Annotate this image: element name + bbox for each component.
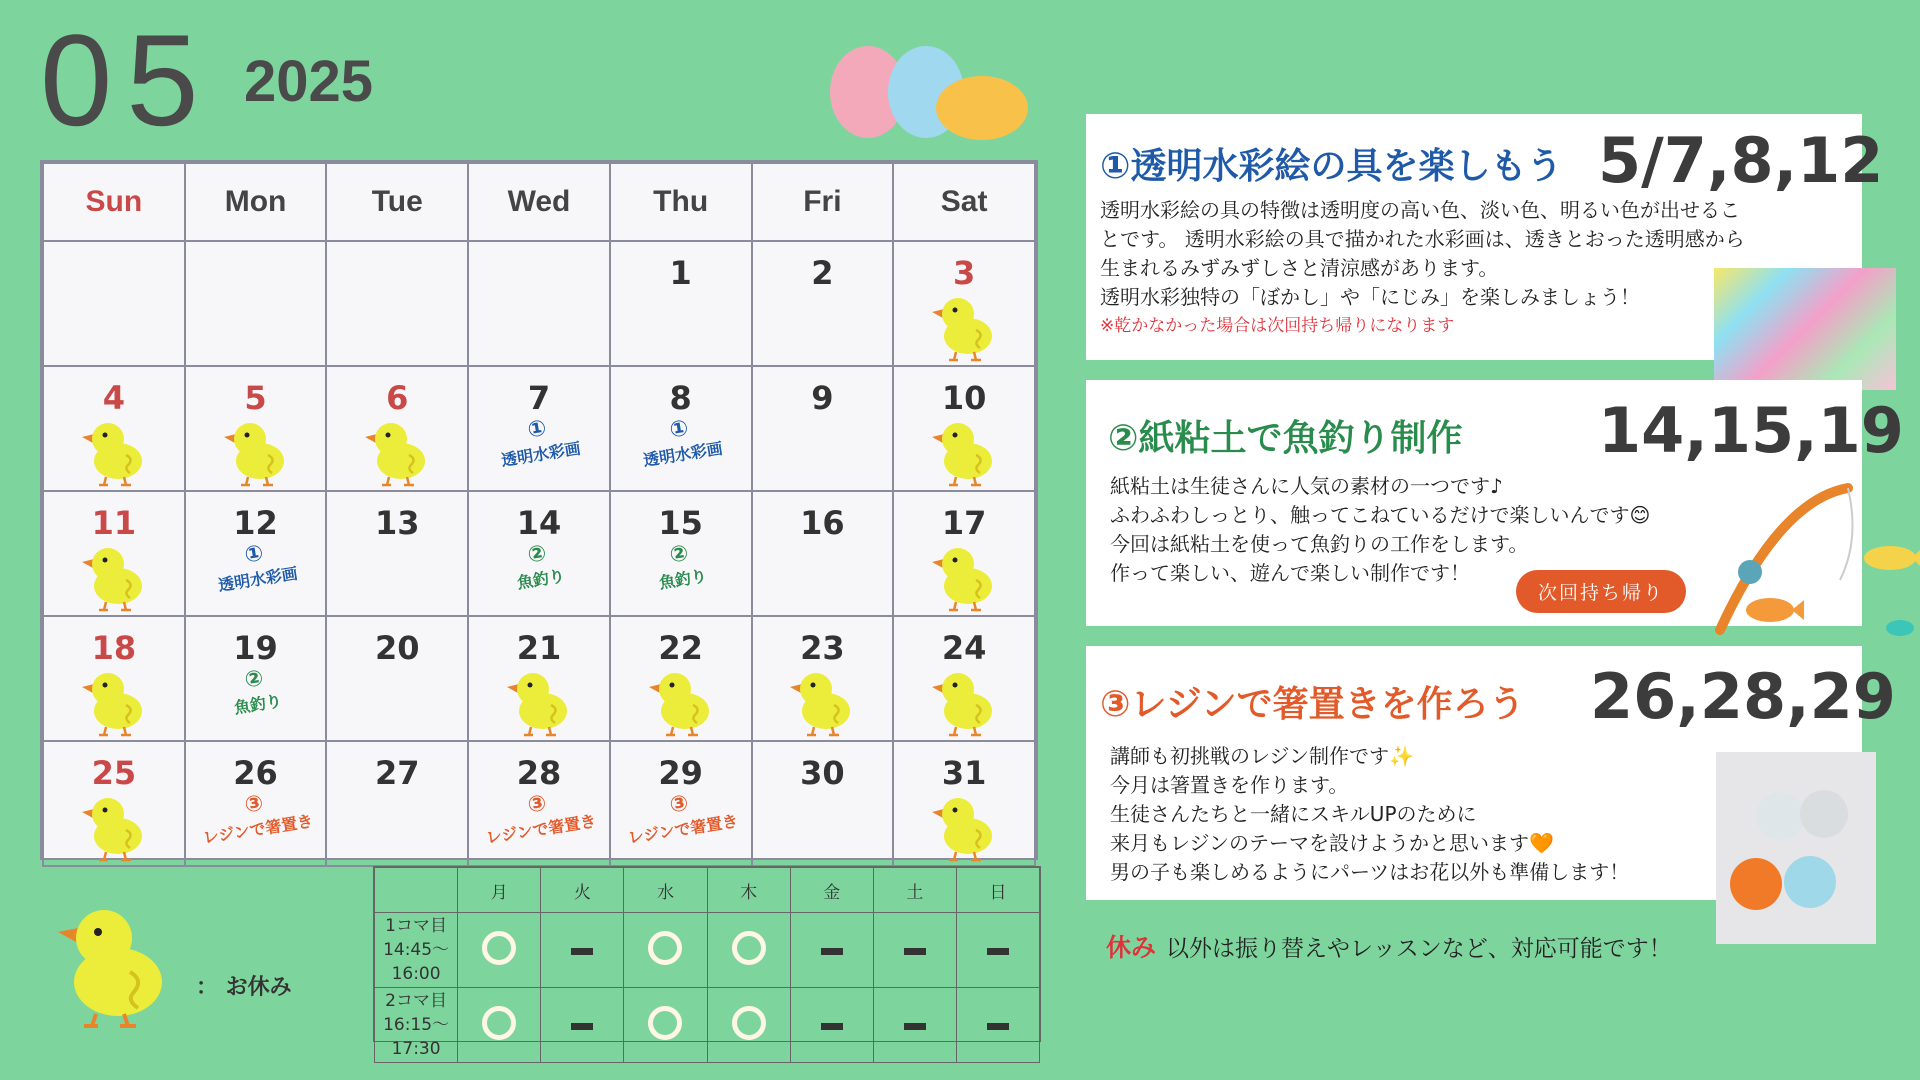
calendar-day-28[interactable] <box>468 741 610 866</box>
watercolor-photo <box>1714 268 1896 390</box>
calendar-day-13[interactable] <box>326 491 468 616</box>
calendar-week <box>43 366 1035 491</box>
chick-icon <box>52 898 172 1028</box>
panel-note: ※乾かなかった場合は次回持ち帰りになります <box>1100 316 1455 336</box>
schedule-cell <box>956 913 1039 988</box>
chick-icon <box>930 540 998 612</box>
unavailable-dash-icon <box>904 948 926 955</box>
slot-time: 16:15～17:30 <box>383 1015 450 1059</box>
panel-text-line: 作って楽しい、遊んで楽しい制作です！ <box>1110 561 1470 585</box>
schedule-day-header: 金 <box>790 868 873 913</box>
panel-text-line: 生徒さんたちと一緒にスキルUPのために <box>1110 802 1477 826</box>
event-number: ① <box>667 415 691 444</box>
schedule-cell <box>790 913 873 988</box>
schedule-cell <box>707 913 790 988</box>
calendar-week <box>43 491 1035 616</box>
panel-text-line: 透明水彩独特の「ぼかし」や「にじみ」を楽しみましょう！ <box>1100 285 1640 309</box>
calendar-day-empty <box>326 241 468 366</box>
event-text: レジンで箸置き <box>201 811 315 848</box>
chick-icon <box>80 790 148 862</box>
day-number: 16 <box>800 504 845 542</box>
calendar-day-22[interactable] <box>610 616 752 741</box>
rest-word: 休み <box>1106 933 1157 962</box>
event-number: ① <box>526 415 549 444</box>
available-circle-icon <box>732 1006 766 1040</box>
available-circle-icon <box>648 1006 682 1040</box>
calendar-day-30[interactable] <box>752 741 894 866</box>
panel-text-line: 来月もレジンのテーマを設けようかと思います🧡 <box>1110 831 1554 855</box>
lesson-schedule-table <box>373 866 1041 1059</box>
calendar-day-9[interactable] <box>752 366 894 491</box>
unavailable-dash-icon <box>571 948 593 955</box>
calendar-day-10[interactable] <box>893 366 1035 491</box>
chick-icon <box>930 290 998 362</box>
panel-text-line: 生まれるみずみずしさと清涼感があります。 <box>1100 256 1499 280</box>
event-number: ① <box>242 540 265 569</box>
day-number: 20 <box>374 629 420 667</box>
calendar-day-15[interactable] <box>610 491 752 616</box>
calendar-day-1[interactable] <box>610 241 752 366</box>
day-number: 26 <box>233 754 278 792</box>
schedule-cell <box>873 913 956 988</box>
schedule-cell <box>956 988 1039 1063</box>
day-number: 29 <box>658 754 703 792</box>
day-number: 12 <box>233 504 278 542</box>
chick-icon <box>788 665 856 737</box>
chick-icon <box>222 415 290 487</box>
schedule-cell <box>790 988 873 1063</box>
weekday-header-mon: Mon <box>185 163 327 241</box>
schedule-day-header: 土 <box>873 868 956 913</box>
slot-name: 1コマ目 <box>385 916 447 936</box>
calendar-day-17[interactable] <box>893 491 1035 616</box>
chick-icon <box>505 665 573 737</box>
calendar-day-empty <box>185 241 327 366</box>
panel-text-line: 講師も初挑戦のレジン制作です✨ <box>1110 744 1414 768</box>
schedule-row <box>375 913 1040 988</box>
panel-text-line: 今回は紙粘土を使って魚釣りの工作をします。 <box>1110 532 1529 556</box>
panel-text-line: 男の子も楽しめるようにパーツはお花以外も準備します！ <box>1110 860 1630 884</box>
chick-icon <box>80 665 148 737</box>
take-home-badge: 次回持ち帰り <box>1516 570 1686 613</box>
chick-icon <box>80 415 148 487</box>
panel-dates: 26,28,29 <box>1590 660 1896 733</box>
weekday-header-thu: Thu <box>610 163 752 241</box>
calendar-day-20[interactable] <box>326 616 468 741</box>
easter-eggs-icon <box>826 42 1032 142</box>
event-number: ② <box>667 540 691 569</box>
day-number: 21 <box>516 629 562 667</box>
schedule-cell <box>624 988 707 1063</box>
chick-icon <box>930 665 998 737</box>
schedule-row <box>375 988 1040 1063</box>
panel-dates: 14,15,19 <box>1598 394 1904 467</box>
day-number: 7 <box>527 379 551 417</box>
panel-text-line: 透明水彩絵の具の特徴は透明度の高い色、淡い色、明るい色が出せるこ <box>1100 198 1740 222</box>
weekday-header-fri: Fri <box>752 163 894 241</box>
calendar-week <box>43 741 1035 866</box>
day-number: 22 <box>658 629 703 667</box>
day-number: 24 <box>941 629 987 667</box>
slot-name: 2コマ目 <box>385 991 447 1011</box>
calendar-grid <box>40 160 1038 860</box>
unavailable-dash-icon <box>904 1023 926 1030</box>
day-number: 11 <box>91 504 137 542</box>
month-number: 05 <box>40 7 213 153</box>
day-number: 6 <box>386 379 409 417</box>
event-text: 透明水彩画 <box>216 563 299 595</box>
weekday-header-sat: Sat <box>893 163 1035 241</box>
available-circle-icon <box>482 1006 516 1040</box>
panel-text-line: ふわふわしっとり、触ってこねているだけで楽しいんです😊 <box>1110 503 1651 527</box>
schedule-slot-label <box>375 988 458 1063</box>
day-number: 18 <box>91 629 137 667</box>
schedule-corner <box>375 868 458 913</box>
unavailable-dash-icon <box>987 1023 1009 1030</box>
calendar-day-5[interactable] <box>185 366 327 491</box>
day-number: 13 <box>374 504 420 542</box>
unavailable-dash-icon <box>821 948 843 955</box>
calendar-day-31[interactable] <box>893 741 1035 866</box>
calendar-day-14[interactable] <box>468 491 610 616</box>
schedule-slot-label <box>375 913 458 988</box>
calendar-day-3[interactable] <box>893 241 1035 366</box>
chick-icon <box>930 415 998 487</box>
panel-text-line: とです。 透明水彩絵の具で描かれた水彩画は、透きとおった透明感から <box>1100 227 1745 251</box>
weekday-header-wed: Wed <box>468 163 610 241</box>
event-number: ② <box>526 540 549 569</box>
event-text: 魚釣り <box>232 691 283 718</box>
schedule-cell <box>458 913 541 988</box>
panel-body <box>1100 196 1745 341</box>
schedule-cell <box>707 988 790 1063</box>
weekday-header-tue: Tue <box>326 163 468 241</box>
calendar-day-18[interactable] <box>43 616 185 741</box>
event-text: 魚釣り <box>657 566 708 593</box>
calendar-week <box>43 616 1035 741</box>
day-number: 28 <box>516 754 562 792</box>
event-text: レジンで箸置き <box>626 811 740 848</box>
event-number: ② <box>242 665 265 694</box>
schedule-cell <box>624 913 707 988</box>
calendar-day-7[interactable] <box>468 366 610 491</box>
schedule-cell <box>873 988 956 1063</box>
schedule-day-header: 木 <box>707 868 790 913</box>
available-circle-icon <box>482 931 516 965</box>
day-number: 27 <box>374 754 420 792</box>
event-number: ③ <box>667 790 691 819</box>
schedule-cell <box>458 988 541 1063</box>
day-number: 2 <box>811 254 834 292</box>
schedule-cell <box>541 988 624 1063</box>
year-label: 2025 <box>244 49 374 114</box>
chick-icon <box>80 540 148 612</box>
calendar-day-12[interactable] <box>185 491 327 616</box>
resin-chopstick-rest-photo <box>1716 752 1876 944</box>
calendar-day-27[interactable] <box>326 741 468 866</box>
day-number: 14 <box>516 504 562 542</box>
calendar-day-24[interactable] <box>893 616 1035 741</box>
day-number: 30 <box>800 754 845 792</box>
available-circle-icon <box>648 931 682 965</box>
calendar-day-empty <box>468 241 610 366</box>
calendar-week <box>43 241 1035 366</box>
panel-title: ①透明水彩絵の具を楽しもう <box>1100 146 1563 187</box>
panel-text-line: 紙粘土は生徒さんに人気の素材の一つです♪ <box>1110 474 1503 498</box>
event-text: 透明水彩画 <box>500 438 583 470</box>
event-text: 魚釣り <box>515 566 567 593</box>
calendar-day-empty <box>43 241 185 366</box>
panel-title: ②紙粘土で魚釣り制作 <box>1108 418 1463 459</box>
day-number: 15 <box>658 504 703 542</box>
calendar-day-6[interactable] <box>326 366 468 491</box>
day-number: 5 <box>244 379 267 417</box>
calendar-day-2[interactable] <box>752 241 894 366</box>
calendar-day-19[interactable] <box>185 616 327 741</box>
day-number: 25 <box>91 754 137 792</box>
day-number: 8 <box>669 379 692 417</box>
slot-time: 14:45～16:00 <box>383 940 450 984</box>
day-number: 19 <box>233 629 278 667</box>
day-number: 3 <box>952 254 976 292</box>
day-number: 31 <box>941 754 987 792</box>
event-text: 透明水彩画 <box>641 438 724 470</box>
event-number: ③ <box>526 790 549 819</box>
schedule-cell <box>541 913 624 988</box>
calendar-day-8[interactable] <box>610 366 752 491</box>
panel-body <box>1110 742 1629 887</box>
calendar-day-11[interactable] <box>43 491 185 616</box>
calendar-day-4[interactable] <box>43 366 185 491</box>
calendar-day-26[interactable] <box>185 741 327 866</box>
unavailable-dash-icon <box>821 1023 843 1030</box>
legend-holiday-label: ： お休み <box>196 975 292 1000</box>
calendar-day-25[interactable] <box>43 741 185 866</box>
schedule-day-header: 月 <box>458 868 541 913</box>
fishing-rod-icon <box>1700 480 1920 650</box>
chick-icon <box>647 665 715 737</box>
schedule-day-header: 火 <box>541 868 624 913</box>
calendar-day-29[interactable] <box>610 741 752 866</box>
availability-text: 以外は振り替えやレッスンなど、対応可能です！ <box>1166 936 1672 962</box>
panel-text-line: 今月は箸置きを作ります。 <box>1110 773 1349 797</box>
availability-note <box>1106 928 1672 964</box>
day-number: 17 <box>941 504 987 542</box>
day-number: 4 <box>102 379 125 417</box>
day-number: 10 <box>941 379 987 417</box>
unavailable-dash-icon <box>987 948 1009 955</box>
chick-icon <box>363 415 431 487</box>
available-circle-icon <box>732 931 766 965</box>
weekday-header-sun: Sun <box>43 163 185 241</box>
chick-icon <box>930 790 998 862</box>
schedule-day-header: 水 <box>624 868 707 913</box>
event-text: レジンで箸置き <box>484 811 598 848</box>
calendar-day-16[interactable] <box>752 491 894 616</box>
schedule-day-header: 日 <box>956 868 1039 913</box>
event-number: ③ <box>242 790 265 819</box>
unavailable-dash-icon <box>571 1023 593 1030</box>
calendar-day-23[interactable] <box>752 616 894 741</box>
day-number: 9 <box>811 379 834 417</box>
panel-title: ③レジンで箸置きを作ろう <box>1100 684 1525 725</box>
calendar-day-21[interactable] <box>468 616 610 741</box>
day-number: 1 <box>669 254 692 292</box>
panel-dates: 5/7,8,12 <box>1598 124 1884 197</box>
day-number: 23 <box>800 629 845 667</box>
